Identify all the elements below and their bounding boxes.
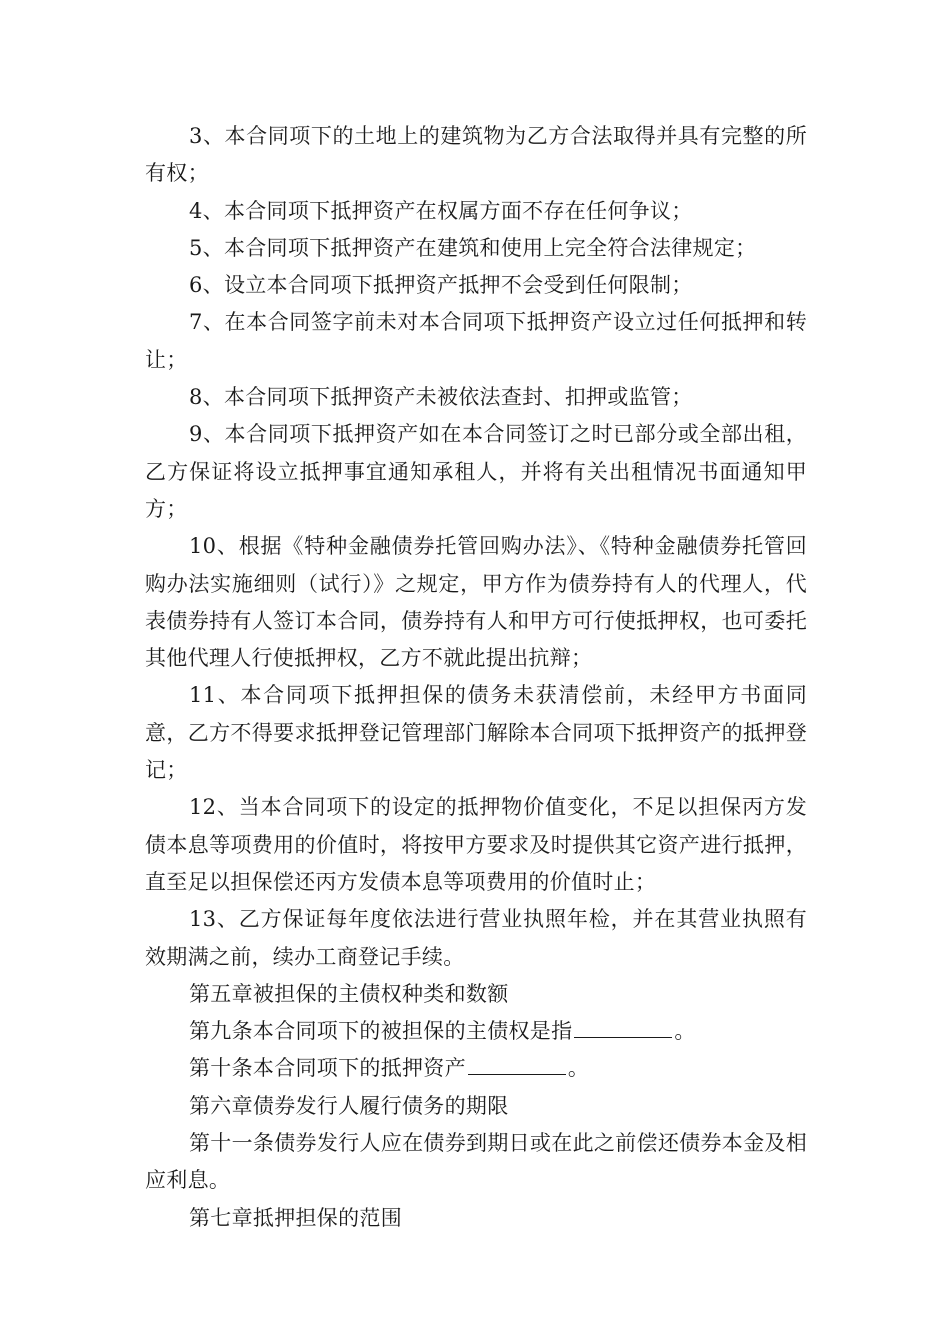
document-page [145, 118, 807, 1237]
clause-10: 10、根据《特种金融债券托管回购办法》、《特种金融债券托管回购办法实施细则（试行）》之规定，甲方作为债券持有人的代理人，代表债券持有人签订本合同，债券持有人和甲方可行使抵押权，也可委托其他代理人行使抵押权，乙方不就此提出抗辩； [145, 534, 807, 671]
article-9 [145, 1013, 807, 1050]
article-10 [145, 1050, 807, 1087]
clause-4: 4、本合同项下抵押资产在权属方面不存在任何争议； [189, 198, 693, 223]
article-10-blank-field[interactable] [468, 1050, 566, 1075]
clause-12: 12、当本合同项下的设定的抵押物价值变化，不足以担保丙方发债本息等项费用的价值时，将按甲方要求及时提供其它资产进行抵押，直至足以担保偿还丙方发债本息等项费用的价值时止； [145, 795, 807, 894]
clause-6: 6、设立本合同项下抵押资产抵押不会受到任何限制； [189, 273, 693, 298]
clause-5: 5、本合同项下抵押资产在建筑和使用上完全符合法律规定； [189, 235, 757, 260]
article-10-end: 。 [567, 1056, 590, 1081]
clause-9: 9、本合同项下抵押资产如在本合同签订之时已部分或全部出租，乙方保证将设立抵押事宜通知承租人，并将有关出租情况书面通知甲方； [145, 422, 807, 521]
article-11: 第十一条债券发行人应在债券到期日或在此之前偿还债券本金及相应利息。 [145, 1131, 807, 1193]
article-10-text: 第十条本合同项下的抵押资产 [189, 1056, 466, 1081]
chapter-5-title: 第五章被担保的主债权种类和数额 [189, 981, 509, 1006]
chapter-7-title: 第七章抵押担保的范围 [189, 1205, 402, 1230]
clause-11: 11、本合同项下抵押担保的债务未获清偿前，未经甲方书面同意，乙方不得要求抵押登记管理部门解除本合同项下抵押资产的抵押登记； [145, 683, 807, 783]
clause-8: 8、本合同项下抵押资产未被依法查封、扣押或监管； [189, 385, 693, 410]
clause-7: 7、在本合同签字前未对本合同项下抵押资产设立过任何抵押和转让； [145, 310, 807, 372]
clause-13: 13、乙方保证每年度依法进行营业执照年检，并在其营业执照有效期满之前，续办工商登记手续。 [145, 907, 807, 969]
chapter-6-title: 第六章债券发行人履行债务的期限 [189, 1093, 509, 1118]
article-9-blank-field[interactable] [574, 1013, 672, 1038]
article-9-end: 。 [674, 1019, 696, 1044]
article-9-text: 第九条本合同项下的被担保的主债权是指 [189, 1019, 573, 1044]
clause-3: 3、本合同项下的土地上的建筑物为乙方合法取得并具有完整的所有权； [145, 124, 807, 186]
